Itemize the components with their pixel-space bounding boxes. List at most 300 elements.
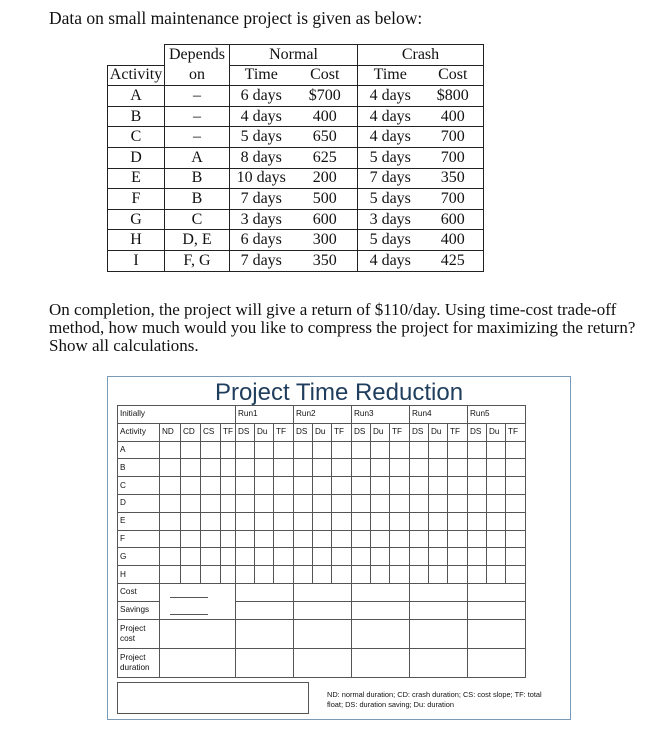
grid-input-cell[interactable] — [236, 530, 255, 548]
cell-normal-cost: 600 — [293, 209, 358, 230]
cell-crash-time: 5 days — [358, 230, 423, 251]
grid-activity-row — [118, 494, 526, 512]
grid-input-cell[interactable] — [429, 477, 448, 495]
run5-col-du: Du — [487, 423, 506, 441]
grid-input-cell[interactable] — [313, 441, 332, 459]
grid-input-cell[interactable] — [448, 512, 468, 530]
grid-input-cell[interactable] — [201, 512, 221, 530]
grid-input-cell[interactable] — [468, 512, 487, 530]
grid-input-cell[interactable] — [160, 530, 181, 548]
grid-input-cell[interactable] — [181, 494, 201, 512]
footer-label: Project duration — [118, 648, 160, 677]
footer-run4-cell[interactable] — [410, 583, 468, 601]
cell-activity: D — [108, 147, 165, 168]
grid-input-cell[interactable] — [448, 566, 468, 584]
footer-label: Project cost — [118, 619, 160, 648]
grid-footer-row — [118, 648, 526, 677]
footer-initial-cell[interactable] — [160, 601, 236, 619]
grid-input-cell[interactable] — [313, 566, 332, 584]
grid-input-cell[interactable] — [332, 566, 352, 584]
cell-activity: C — [108, 127, 165, 148]
grid-footer-row — [118, 601, 526, 619]
grid-input-cell[interactable] — [506, 566, 526, 584]
grid-input-cell[interactable] — [255, 512, 274, 530]
grid-input-cell[interactable] — [371, 530, 390, 548]
grid-input-cell[interactable] — [487, 530, 506, 548]
header-activity: Activity — [108, 65, 165, 86]
footer-run3-cell[interactable] — [352, 619, 410, 648]
grid-input-cell[interactable] — [201, 459, 221, 477]
grid-input-cell[interactable] — [410, 441, 429, 459]
grid-input-cell[interactable] — [429, 441, 448, 459]
cell-activity: A — [108, 86, 165, 107]
run-label-1: Run1 — [236, 406, 294, 424]
cell-crash-time: 5 days — [358, 189, 423, 210]
table-row — [108, 250, 484, 271]
grid-input-cell[interactable] — [274, 459, 294, 477]
grid-footer-row — [118, 583, 526, 601]
grid-input-cell[interactable] — [487, 441, 506, 459]
run-label-3: Run3 — [352, 406, 410, 424]
grid-input-cell[interactable] — [201, 548, 221, 566]
grid-input-cell[interactable] — [429, 548, 448, 566]
grid-activity-row — [118, 459, 526, 477]
grid-input-cell[interactable] — [448, 459, 468, 477]
grid-input-cell[interactable] — [352, 441, 371, 459]
grid-input-cell[interactable] — [352, 512, 371, 530]
grid-column-header-row — [118, 423, 526, 441]
cell-crash-cost: 700 — [423, 127, 484, 148]
header-on: on — [165, 65, 230, 86]
grid-input-cell[interactable] — [468, 530, 487, 548]
grid-input-cell[interactable] — [390, 441, 410, 459]
grid-input-cell[interactable] — [410, 566, 429, 584]
grid-input-cell[interactable] — [294, 459, 313, 477]
grid-input-cell[interactable] — [371, 477, 390, 495]
cell-depends: – — [165, 127, 230, 148]
table-row — [108, 127, 484, 148]
grid-input-cell[interactable] — [221, 441, 236, 459]
run2-col-ds: DS — [294, 423, 313, 441]
grid-input-cell[interactable] — [160, 459, 181, 477]
grid-activity-label: B — [118, 459, 160, 477]
footer-initial-cell[interactable] — [160, 583, 236, 601]
legend-text: ND: normal duration; CD: crash duration; CS: cost slope; TF: total float; DS: duration saving; Du: duration — [327, 690, 542, 709]
grid-activity-label: E — [118, 512, 160, 530]
grid-input-cell[interactable] — [221, 477, 236, 495]
footer-run4-cell[interactable] — [410, 648, 468, 677]
footer-run1-cell[interactable] — [236, 583, 294, 601]
footer-run1-cell[interactable] — [236, 648, 294, 677]
grid-input-cell[interactable] — [352, 548, 371, 566]
cell-depends: C — [165, 209, 230, 230]
grid-input-cell[interactable] — [390, 566, 410, 584]
grid-input-cell[interactable] — [221, 459, 236, 477]
cell-crash-cost: 425 — [423, 250, 484, 271]
grid-input-cell[interactable] — [506, 441, 526, 459]
cell-normal-cost: 350 — [293, 250, 358, 271]
grid-activity-label: D — [118, 494, 160, 512]
cell-crash-time: 5 days — [358, 147, 423, 168]
grid-input-cell[interactable] — [390, 477, 410, 495]
answer-box[interactable] — [117, 682, 309, 714]
run1-col-ds: DS — [236, 423, 255, 441]
footer-initial-cell[interactable] — [160, 619, 236, 648]
intro-text: Data on small maintenance project is given as below: — [49, 8, 423, 28]
grid-input-cell[interactable] — [201, 441, 221, 459]
grid-input-cell[interactable] — [506, 512, 526, 530]
grid-input-cell[interactable] — [236, 477, 255, 495]
footer-run4-cell[interactable] — [410, 601, 468, 619]
run-label-4: Run4 — [410, 406, 468, 424]
grid-input-cell[interactable] — [410, 512, 429, 530]
grid-input-cell[interactable] — [410, 548, 429, 566]
grid-activity-label: A — [118, 441, 160, 459]
grid-activity-row — [118, 548, 526, 566]
grid-input-cell[interactable] — [448, 530, 468, 548]
grid-input-cell[interactable] — [487, 548, 506, 566]
cell-depends: B — [165, 168, 230, 189]
grid-input-cell[interactable] — [506, 459, 526, 477]
cell-normal-cost: 625 — [293, 147, 358, 168]
grid-input-cell[interactable] — [410, 530, 429, 548]
grid-input-cell[interactable] — [448, 477, 468, 495]
cell-crash-cost: 700 — [423, 147, 484, 168]
grid-input-cell[interactable] — [236, 459, 255, 477]
footer-run5-cell[interactable] — [468, 648, 526, 677]
grid-input-cell[interactable] — [255, 566, 274, 584]
grid-input-cell[interactable] — [221, 566, 236, 584]
grid-activity-label: G — [118, 548, 160, 566]
grid-input-cell[interactable] — [487, 494, 506, 512]
grid-input-cell[interactable] — [221, 512, 236, 530]
cell-normal-time: 8 days — [230, 147, 293, 168]
run3-col-tf: TF — [390, 423, 410, 441]
footer-run5-cell[interactable] — [468, 583, 526, 601]
cell-normal-time: 6 days — [230, 86, 293, 107]
activity-header: Activity — [118, 423, 160, 441]
grid-input-cell[interactable] — [371, 566, 390, 584]
footer-run1-cell[interactable] — [236, 619, 294, 648]
cell-crash-time: 3 days — [358, 209, 423, 230]
cell-normal-time: 5 days — [230, 127, 293, 148]
grid-input-cell[interactable] — [294, 530, 313, 548]
grid-input-cell[interactable] — [371, 441, 390, 459]
grid-input-cell[interactable] — [181, 441, 201, 459]
grid-input-cell[interactable] — [313, 548, 332, 566]
cell-crash-cost: 350 — [423, 168, 484, 189]
footer-run4-cell[interactable] — [410, 619, 468, 648]
grid-input-cell[interactable] — [294, 566, 313, 584]
header-normal-time: Time — [230, 65, 293, 86]
grid-input-cell[interactable] — [274, 477, 294, 495]
cell-activity: B — [108, 106, 165, 127]
grid-input-cell[interactable] — [506, 530, 526, 548]
grid-input-cell[interactable] — [468, 459, 487, 477]
grid-input-cell[interactable] — [332, 512, 352, 530]
grid-input-cell[interactable] — [294, 477, 313, 495]
grid-input-cell[interactable] — [236, 566, 255, 584]
table-row — [108, 147, 484, 168]
grid-input-cell[interactable] — [352, 494, 371, 512]
grid-input-cell[interactable] — [294, 512, 313, 530]
grid-input-cell[interactable] — [201, 494, 221, 512]
grid-input-cell[interactable] — [429, 566, 448, 584]
grid-input-cell[interactable] — [255, 459, 274, 477]
grid-input-cell[interactable] — [181, 548, 201, 566]
form-title: Project Time Reduction — [214, 379, 464, 406]
grid-activity-row — [118, 512, 526, 530]
grid-input-cell[interactable] — [332, 459, 352, 477]
grid-input-cell[interactable] — [468, 566, 487, 584]
grid-footer-row — [118, 619, 526, 648]
cell-normal-cost: 200 — [293, 168, 358, 189]
grid-input-cell[interactable] — [352, 459, 371, 477]
footer-label: Cost — [118, 583, 160, 601]
grid-input-cell[interactable] — [506, 477, 526, 495]
footer-initial-cell[interactable] — [160, 648, 236, 677]
footer-run2-cell[interactable] — [294, 648, 352, 677]
grid-input-cell[interactable] — [274, 494, 294, 512]
footer-run1-cell[interactable] — [236, 601, 294, 619]
grid-input-cell[interactable] — [236, 512, 255, 530]
cell-normal-cost: 400 — [293, 106, 358, 127]
cell-normal-time: 7 days — [230, 250, 293, 271]
grid-input-cell[interactable] — [160, 477, 181, 495]
grid-input-cell[interactable] — [181, 512, 201, 530]
grid-input-cell[interactable] — [390, 512, 410, 530]
cell-crash-cost: 600 — [423, 209, 484, 230]
cell-depends: D, E — [165, 230, 230, 251]
grid-input-cell[interactable] — [506, 548, 526, 566]
grid-input-cell[interactable] — [274, 512, 294, 530]
grid-input-cell[interactable] — [313, 477, 332, 495]
initial-col-cd: CD — [181, 423, 201, 441]
cell-normal-time: 10 days — [230, 168, 293, 189]
cell-normal-time: 7 days — [230, 189, 293, 210]
grid-input-cell[interactable] — [221, 530, 236, 548]
grid-input-cell[interactable] — [201, 530, 221, 548]
grid-input-cell[interactable] — [221, 548, 236, 566]
cell-depends: – — [165, 106, 230, 127]
question-text: On completion, the project will give a return of $110/day. Using time-cost trade-off method, how much would you like to compress the project for maximizing the return? Show all calculations. — [49, 300, 636, 355]
initial-col-tf: TF — [221, 423, 236, 441]
initial-col-cs: CS — [201, 423, 221, 441]
grid-input-cell[interactable] — [160, 494, 181, 512]
cell-normal-time: 6 days — [230, 230, 293, 251]
run1-col-du: Du — [255, 423, 274, 441]
table-group-header-row — [108, 45, 484, 66]
cell-crash-time: 4 days — [358, 86, 423, 107]
cell-normal-cost: 300 — [293, 230, 358, 251]
run1-col-tf: TF — [274, 423, 294, 441]
header-crash: Crash — [358, 45, 484, 66]
footer-run5-cell[interactable] — [468, 601, 526, 619]
grid-input-cell[interactable] — [371, 459, 390, 477]
grid-input-cell[interactable] — [313, 494, 332, 512]
run5-col-tf: TF — [506, 423, 526, 441]
grid-input-cell[interactable] — [201, 477, 221, 495]
grid-activity-row — [118, 441, 526, 459]
grid-input-cell[interactable] — [255, 530, 274, 548]
grid-activity-label: H — [118, 566, 160, 584]
grid-input-cell[interactable] — [448, 494, 468, 512]
grid-input-cell[interactable] — [181, 566, 201, 584]
table-row — [108, 209, 484, 230]
grid-input-cell[interactable] — [255, 548, 274, 566]
cell-crash-time: 4 days — [358, 127, 423, 148]
grid-input-cell[interactable] — [429, 512, 448, 530]
grid-input-cell[interactable] — [332, 530, 352, 548]
grid-input-cell[interactable] — [181, 477, 201, 495]
grid-input-cell[interactable] — [294, 548, 313, 566]
grid-input-cell[interactable] — [487, 477, 506, 495]
grid-input-cell[interactable] — [448, 441, 468, 459]
grid-input-cell[interactable] — [255, 494, 274, 512]
grid-input-cell[interactable] — [313, 459, 332, 477]
run-label-2: Run2 — [294, 406, 352, 424]
run4-col-du: Du — [429, 423, 448, 441]
cell-depends: A — [165, 147, 230, 168]
grid-input-cell[interactable] — [371, 548, 390, 566]
grid-input-cell[interactable] — [390, 530, 410, 548]
grid-input-cell[interactable] — [352, 566, 371, 584]
grid-input-cell[interactable] — [487, 512, 506, 530]
grid-input-cell[interactable] — [352, 530, 371, 548]
header-depends: Depends — [165, 45, 230, 66]
table-sub-header-row — [108, 65, 484, 86]
grid-input-cell[interactable] — [181, 459, 201, 477]
grid-input-cell[interactable] — [332, 441, 352, 459]
grid-input-cell[interactable] — [236, 548, 255, 566]
grid-input-cell[interactable] — [487, 459, 506, 477]
run4-col-ds: DS — [410, 423, 429, 441]
grid-input-cell[interactable] — [468, 494, 487, 512]
cell-crash-time: 7 days — [358, 168, 423, 189]
cell-depends: B — [165, 189, 230, 210]
cell-crash-cost: $800 — [423, 86, 484, 107]
table-row — [108, 106, 484, 127]
grid-input-cell[interactable] — [506, 494, 526, 512]
grid-activity-row — [118, 530, 526, 548]
cell-normal-cost: 650 — [293, 127, 358, 148]
grid-input-cell[interactable] — [160, 441, 181, 459]
grid-input-cell[interactable] — [274, 441, 294, 459]
grid-input-cell[interactable] — [332, 494, 352, 512]
grid-input-cell[interactable] — [160, 548, 181, 566]
grid-input-cell[interactable] — [410, 459, 429, 477]
grid-input-cell[interactable] — [274, 530, 294, 548]
grid-input-cell[interactable] — [410, 494, 429, 512]
grid-input-cell[interactable] — [487, 566, 506, 584]
table-row — [108, 168, 484, 189]
cell-crash-cost: 400 — [423, 106, 484, 127]
grid-input-cell[interactable] — [468, 548, 487, 566]
grid-input-cell[interactable] — [448, 548, 468, 566]
grid-activity-label: C — [118, 477, 160, 495]
grid-input-cell[interactable] — [181, 530, 201, 548]
grid-input-cell[interactable] — [371, 494, 390, 512]
grid-input-cell[interactable] — [468, 477, 487, 495]
grid-activity-row — [118, 566, 526, 584]
initially-label: Initially — [118, 406, 236, 424]
grid-input-cell[interactable] — [313, 512, 332, 530]
grid-input-cell[interactable] — [255, 441, 274, 459]
grid-input-cell[interactable] — [371, 512, 390, 530]
run2-col-du: Du — [313, 423, 332, 441]
footer-run3-cell[interactable] — [352, 648, 410, 677]
grid-activity-row — [118, 477, 526, 495]
footer-label: Savings — [118, 601, 160, 619]
grid-input-cell[interactable] — [429, 530, 448, 548]
grid-input-cell[interactable] — [390, 494, 410, 512]
header-crash-time: Time — [358, 65, 423, 86]
footer-run2-cell[interactable] — [294, 583, 352, 601]
cell-crash-cost: 400 — [423, 230, 484, 251]
cell-depends: F, G — [165, 250, 230, 271]
cell-activity: G — [108, 209, 165, 230]
grid-input-cell[interactable] — [236, 441, 255, 459]
grid-input-cell[interactable] — [160, 512, 181, 530]
run3-col-ds: DS — [352, 423, 371, 441]
cell-normal-cost: 500 — [293, 189, 358, 210]
footer-run3-cell[interactable] — [352, 583, 410, 601]
grid-input-cell[interactable] — [468, 441, 487, 459]
cell-activity: F — [108, 189, 165, 210]
cell-crash-time: 4 days — [358, 106, 423, 127]
header-crash-cost: Cost — [423, 65, 484, 86]
grid-input-cell[interactable] — [255, 477, 274, 495]
grid-input-cell[interactable] — [201, 566, 221, 584]
grid-input-cell[interactable] — [160, 566, 181, 584]
run2-col-tf: TF — [332, 423, 352, 441]
reduction-grid — [117, 405, 526, 678]
cell-crash-cost: 700 — [423, 189, 484, 210]
grid-activity-label: F — [118, 530, 160, 548]
grid-input-cell[interactable] — [390, 459, 410, 477]
grid-input-cell[interactable] — [274, 566, 294, 584]
grid-input-cell[interactable] — [274, 548, 294, 566]
footer-run5-cell[interactable] — [468, 619, 526, 648]
grid-input-cell[interactable] — [294, 441, 313, 459]
table-row — [108, 86, 484, 107]
grid-input-cell[interactable] — [390, 548, 410, 566]
grid-input-cell[interactable] — [332, 548, 352, 566]
grid-run-header-row — [118, 406, 526, 424]
grid-input-cell[interactable] — [221, 494, 236, 512]
footer-run3-cell[interactable] — [352, 601, 410, 619]
run-label-5: Run5 — [468, 406, 526, 424]
grid-input-cell[interactable] — [429, 459, 448, 477]
project-data-table — [107, 44, 484, 272]
header-normal: Normal — [230, 45, 358, 66]
grid-input-cell[interactable] — [294, 494, 313, 512]
grid-input-cell[interactable] — [429, 494, 448, 512]
cell-normal-time: 3 days — [230, 209, 293, 230]
grid-input-cell[interactable] — [313, 530, 332, 548]
cell-activity: I — [108, 250, 165, 271]
footer-run2-cell[interactable] — [294, 601, 352, 619]
grid-input-cell[interactable] — [352, 477, 371, 495]
grid-input-cell[interactable] — [332, 477, 352, 495]
cell-crash-time: 4 days — [358, 250, 423, 271]
grid-input-cell[interactable] — [236, 494, 255, 512]
grid-input-cell[interactable] — [410, 477, 429, 495]
cell-normal-cost: $700 — [293, 86, 358, 107]
project-time-reduction-form — [107, 376, 571, 720]
footer-run2-cell[interactable] — [294, 619, 352, 648]
table-row — [108, 230, 484, 251]
